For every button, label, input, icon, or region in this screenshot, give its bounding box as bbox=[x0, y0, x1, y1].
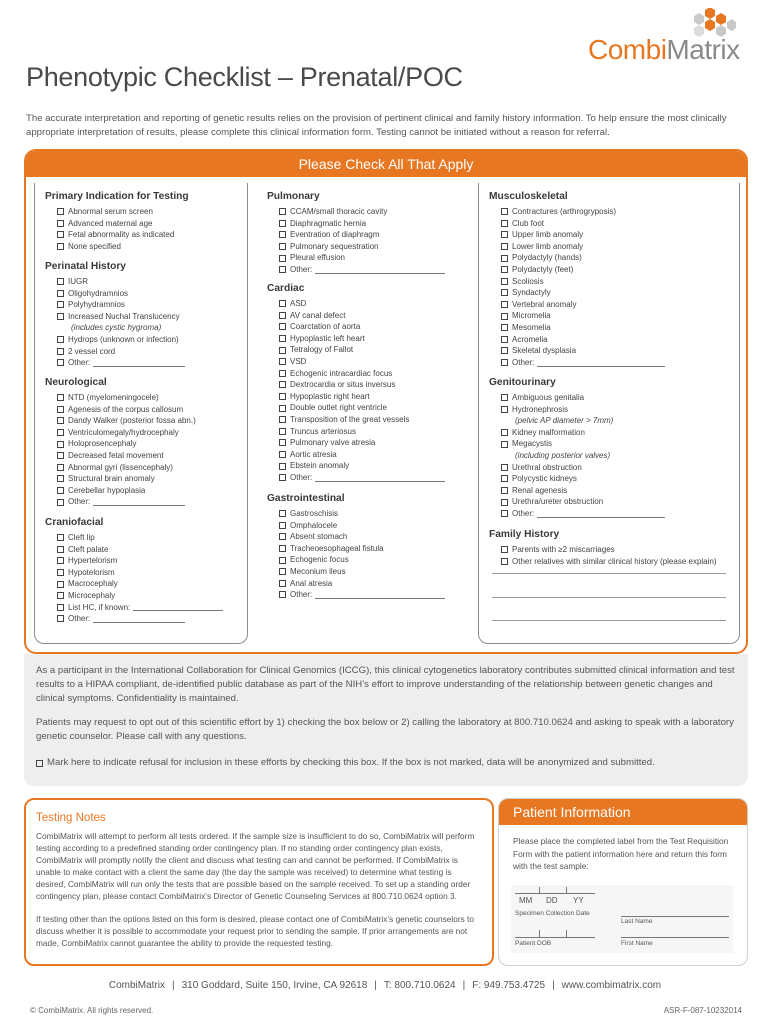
mm-label: MM bbox=[519, 896, 533, 905]
checkbox[interactable] bbox=[279, 220, 286, 227]
checkbox[interactable] bbox=[501, 255, 508, 262]
checkbox[interactable] bbox=[279, 335, 286, 342]
checkbox[interactable] bbox=[501, 301, 508, 308]
checkbox[interactable] bbox=[57, 592, 64, 599]
last-name-label: Last Name bbox=[621, 918, 653, 925]
checkbox-item[interactable]: Oligohydramnios bbox=[45, 288, 243, 300]
footer-fax: F: 949.753.4725 bbox=[472, 980, 546, 991]
checkbox-item[interactable]: CCAM/small thoracic cavity bbox=[267, 206, 467, 218]
checkbox-item[interactable]: Transposition of the great vessels bbox=[267, 414, 467, 426]
checkbox[interactable] bbox=[501, 324, 508, 331]
checkbox-item[interactable]: Syndactyly bbox=[489, 287, 735, 299]
checkbox-item[interactable]: Holoprosencephaly bbox=[45, 438, 243, 450]
section-title: Craniofacial bbox=[45, 517, 104, 528]
checkbox-item[interactable]: List HC, if known: bbox=[45, 602, 243, 614]
checkbox-item[interactable]: Hypertelorism bbox=[45, 555, 243, 567]
checkbox[interactable] bbox=[57, 394, 64, 401]
checkbox-item[interactable]: Hydronephrosis bbox=[489, 404, 735, 416]
checkbox[interactable] bbox=[57, 359, 64, 366]
checkbox[interactable] bbox=[279, 231, 286, 238]
intro-text: The accurate interpretation and reporting of genetic results relies on the provision of pertinent clinical and family history information. To help ensure the most clinically appropriate interpretation of results, please complete this clinical information form. Testing cannot be initiated without a reason for referral. bbox=[26, 113, 727, 138]
checkbox-item[interactable]: Hypoplastic right heart bbox=[267, 391, 467, 403]
checkbox-item[interactable]: Ambiguous genitalia bbox=[489, 392, 735, 404]
hc-input-line[interactable] bbox=[133, 603, 223, 611]
checkbox-item[interactable]: Urethra/ureter obstruction bbox=[489, 496, 735, 508]
family-history-line[interactable] bbox=[492, 573, 726, 574]
checklist-panel bbox=[24, 149, 748, 654]
copyright: © CombiMatrix. All rights reserved. bbox=[30, 1006, 154, 1015]
checkbox[interactable] bbox=[279, 358, 286, 365]
other-input-line[interactable] bbox=[537, 359, 665, 367]
checkbox-item[interactable]: Decreased fetal movement bbox=[45, 450, 243, 462]
checkbox-item[interactable]: Kidney malformation bbox=[489, 427, 735, 439]
checkbox[interactable] bbox=[57, 581, 64, 588]
checkbox-item[interactable]: Renal agenesis bbox=[489, 485, 735, 497]
checkbox[interactable] bbox=[279, 510, 286, 517]
checkbox-item[interactable]: Double outlet right ventricle bbox=[267, 402, 467, 414]
combimatrix-logo bbox=[588, 8, 748, 64]
checkbox[interactable] bbox=[501, 499, 508, 506]
section-title: Gastrointestinal bbox=[267, 493, 345, 504]
checkbox[interactable] bbox=[57, 208, 64, 215]
section-title: Genitourinary bbox=[489, 377, 556, 388]
column-middle bbox=[257, 183, 471, 644]
other-input-line[interactable] bbox=[315, 591, 445, 599]
first-name-label: First Name bbox=[621, 940, 653, 947]
footer-contact: CombiMatrix | 310 Goddard, Suite 150, Irvine, CA 92618 | T: 800.710.0624 | F: 949.753.4725 | www.combimatrix.com bbox=[108, 980, 662, 991]
checkbox-item[interactable]: Truncus arteriosus bbox=[267, 426, 467, 438]
checkbox[interactable] bbox=[279, 545, 286, 552]
checkbox[interactable] bbox=[501, 266, 508, 273]
checkbox[interactable] bbox=[501, 487, 508, 494]
checkbox-item[interactable]: Parents with ≥2 miscarriages bbox=[489, 544, 735, 556]
checkbox[interactable] bbox=[501, 394, 508, 401]
checkbox-item[interactable]: Contractures (arthrogryposis) bbox=[489, 206, 735, 218]
logo-text-combi: Combi bbox=[588, 34, 667, 65]
checkbox[interactable] bbox=[279, 312, 286, 319]
refusal-checkbox[interactable] bbox=[36, 760, 43, 767]
checkbox[interactable] bbox=[279, 255, 286, 262]
item-note: (includes cystic hygroma) bbox=[71, 323, 162, 333]
section-title: Musculoskeletal bbox=[489, 191, 568, 202]
form-id: ASR-F-087-10232014 bbox=[663, 1006, 742, 1015]
checkbox-item[interactable]: Scoliosis bbox=[489, 276, 735, 288]
checkbox-item[interactable]: Other: bbox=[267, 589, 467, 601]
checkbox-item[interactable]: Absent stomach bbox=[267, 531, 467, 543]
checkbox-item[interactable]: Aortic atresia bbox=[267, 449, 467, 461]
checkbox-item[interactable]: Pulmonary sequestration bbox=[267, 241, 467, 253]
checkbox-item[interactable]: Cleft palate bbox=[45, 544, 243, 556]
other-input-line[interactable] bbox=[93, 359, 185, 367]
checkbox[interactable] bbox=[57, 615, 64, 622]
footer-website[interactable]: www.combimatrix.com bbox=[561, 980, 662, 991]
checkbox[interactable] bbox=[501, 243, 508, 250]
checkbox[interactable] bbox=[57, 231, 64, 238]
refusal-row[interactable] bbox=[36, 756, 736, 770]
checkbox-item[interactable]: Advanced maternal age bbox=[45, 218, 243, 230]
checkbox-item[interactable]: None specified bbox=[45, 241, 243, 253]
checkbox-item[interactable]: Abnormal gyri (lissencephaly) bbox=[45, 462, 243, 474]
checkbox-item[interactable]: Echogenic intracardiac focus bbox=[267, 368, 467, 380]
neurological-section bbox=[45, 377, 243, 508]
testing-notes-text: If testing other than the options listed on this form is desired, please contact one of CombiMatrix’s genetic counselors to discuss whether it is possible to accommodate your request prior to sending the sample. If prior arrangements are not made, CombiMatrix cannot guarantee the ability to provide the requested testing. bbox=[36, 914, 474, 948]
checkbox-item[interactable]: Abnormal serum screen bbox=[45, 206, 243, 218]
gastrointestinal-section bbox=[267, 493, 467, 601]
checkbox-item[interactable]: Eventration of diaphragm bbox=[267, 229, 467, 241]
date-divider bbox=[566, 930, 567, 937]
section-title: Family History bbox=[489, 529, 560, 540]
checkbox-item[interactable]: Polyhydramnios bbox=[45, 299, 243, 311]
dob-line bbox=[515, 937, 595, 938]
checkbox[interactable] bbox=[501, 475, 508, 482]
checkbox-item[interactable]: Tracheoesophageal fistula bbox=[267, 543, 467, 555]
iccg-notice bbox=[24, 654, 748, 786]
checkbox[interactable] bbox=[279, 474, 286, 481]
checkbox[interactable] bbox=[501, 558, 508, 565]
checkbox-item[interactable]: Cleft lip bbox=[45, 532, 243, 544]
checkbox-item[interactable]: 2 vessel cord bbox=[45, 346, 243, 358]
other-input-line[interactable] bbox=[93, 615, 185, 623]
checkbox-item[interactable]: Omphalocele bbox=[267, 520, 467, 532]
checkbox-item[interactable]: Echogenic focus bbox=[267, 554, 467, 566]
date-divider bbox=[539, 930, 540, 937]
checkbox-item[interactable]: Other: bbox=[267, 472, 467, 484]
checkbox-item[interactable]: Other: bbox=[267, 264, 467, 276]
checkbox-item[interactable]: Structural brain anomaly bbox=[45, 473, 243, 485]
checkbox[interactable] bbox=[279, 243, 286, 250]
checkbox[interactable] bbox=[279, 266, 286, 273]
checkbox[interactable] bbox=[57, 406, 64, 413]
checkbox[interactable] bbox=[57, 452, 64, 459]
checkbox-item[interactable]: VSD bbox=[267, 356, 467, 368]
checkbox[interactable] bbox=[57, 441, 64, 448]
checkbox[interactable] bbox=[57, 348, 64, 355]
other-input-line[interactable] bbox=[315, 474, 445, 482]
other-input-line[interactable] bbox=[93, 498, 185, 506]
checkbox-item[interactable]: Meconium ileus bbox=[267, 566, 467, 578]
pulmonary-section bbox=[267, 191, 467, 276]
checkbox[interactable] bbox=[501, 336, 508, 343]
checkbox-item[interactable]: Diaphragmatic hernia bbox=[267, 218, 467, 230]
checkbox[interactable] bbox=[501, 546, 508, 553]
checkbox[interactable] bbox=[501, 429, 508, 436]
footer-phone: T: 800.710.0624 bbox=[383, 980, 456, 991]
checkbox-item[interactable]: Gastroschisis bbox=[267, 508, 467, 520]
yy-label: YY bbox=[573, 896, 584, 905]
musculoskeletal-section bbox=[489, 191, 735, 368]
patient-label-area[interactable] bbox=[511, 885, 733, 953]
perinatal-history-section bbox=[45, 261, 243, 369]
checkbox[interactable] bbox=[57, 417, 64, 424]
checkbox[interactable] bbox=[501, 313, 508, 320]
checkbox[interactable] bbox=[279, 568, 286, 575]
checkbox-item[interactable]: Skeletal dysplasia bbox=[489, 345, 735, 357]
checkbox-item[interactable]: NTD (myelomeningocele) bbox=[45, 392, 243, 404]
checkbox-item[interactable]: Pleural effusion bbox=[267, 252, 467, 264]
checkbox-item[interactable]: Hypotelorism bbox=[45, 567, 243, 579]
checkbox[interactable] bbox=[279, 557, 286, 564]
section-title: Pulmonary bbox=[267, 191, 320, 202]
checkbox-item[interactable]: Fetal abnormality as indicated bbox=[45, 229, 243, 241]
checkbox[interactable] bbox=[57, 499, 64, 506]
checkbox[interactable] bbox=[501, 441, 508, 448]
checkbox[interactable] bbox=[279, 428, 286, 435]
date-divider bbox=[539, 887, 540, 894]
section-title: Primary Indication for Testing bbox=[45, 191, 189, 202]
checkbox[interactable] bbox=[57, 336, 64, 343]
checkbox-item[interactable]: ASD bbox=[267, 298, 467, 310]
section-title: Neurological bbox=[45, 377, 107, 388]
other-input-line[interactable] bbox=[537, 510, 665, 518]
item-note: (pelvic AP diameter > 7mm) bbox=[515, 416, 614, 426]
testing-notes-title: Testing Notes bbox=[36, 812, 106, 824]
checkbox[interactable] bbox=[279, 208, 286, 215]
page-title: Phenotypic Checklist – Prenatal/POC bbox=[26, 62, 463, 92]
checkbox[interactable] bbox=[279, 405, 286, 412]
patient-information-instructions: Please place the completed label from the Test Requisition Form with the patient information here and return this form with the test sample: bbox=[513, 836, 729, 871]
checkbox-item[interactable]: Hydrops (unknown or infection) bbox=[45, 334, 243, 346]
genitourinary-section bbox=[489, 377, 735, 520]
dob-label: Patient DOB bbox=[515, 940, 552, 947]
collection-date-line bbox=[515, 893, 595, 894]
checkbox-item[interactable]: Hypoplastic left heart bbox=[267, 333, 467, 345]
checkbox[interactable] bbox=[57, 604, 64, 611]
checkbox[interactable] bbox=[57, 429, 64, 436]
column-right bbox=[478, 183, 740, 644]
checkbox-item[interactable]: Megacystis bbox=[489, 438, 735, 450]
opt-out-paragraph: Patients may request to opt out of this scientific effort by 1) checking the box below or 2) calling the laboratory at 800.710.0624 and asking to speak with a laboratory genetic counselor. Please call with any questions. bbox=[36, 717, 734, 742]
iccg-paragraph: As a participant in the International Collaboration for Clinical Genomics (ICCG), this clinical cytogenetics laboratory contributes submitted clinical information and test results to a HIPAA compliant, de-identified public database as part of the NIH’s effort to improve understanding of the relationship between genetic changes and clinical symptoms. Confidentiality is maintained. bbox=[36, 665, 735, 704]
checkbox[interactable] bbox=[57, 569, 64, 576]
item-note: (including posterior valves) bbox=[515, 450, 611, 460]
column-left bbox=[34, 183, 248, 644]
family-history-section bbox=[489, 529, 735, 567]
checkbox[interactable] bbox=[501, 359, 508, 366]
checkbox[interactable] bbox=[57, 475, 64, 482]
checkbox[interactable] bbox=[279, 463, 286, 470]
checklist-header: Please Check All That Apply bbox=[26, 151, 746, 177]
checkbox[interactable] bbox=[279, 451, 286, 458]
checkbox[interactable] bbox=[279, 522, 286, 529]
checkbox-item[interactable]: Other: bbox=[489, 357, 735, 369]
dd-label: DD bbox=[546, 896, 558, 905]
checkbox[interactable] bbox=[279, 439, 286, 446]
testing-notes-box bbox=[24, 798, 494, 966]
patient-information-box bbox=[498, 798, 748, 966]
checkbox[interactable] bbox=[57, 534, 64, 541]
checkbox[interactable] bbox=[501, 406, 508, 413]
checkbox[interactable] bbox=[279, 347, 286, 354]
checkbox-item[interactable]: Mesomelia bbox=[489, 322, 735, 334]
checkbox[interactable] bbox=[279, 381, 286, 388]
checkbox-item[interactable]: Other: bbox=[45, 357, 243, 369]
checkbox[interactable] bbox=[501, 464, 508, 471]
checkbox-item[interactable]: Agenesis of the corpus callosum bbox=[45, 404, 243, 416]
checkbox[interactable] bbox=[501, 208, 508, 215]
checkbox-item[interactable]: Club foot bbox=[489, 218, 735, 230]
checkbox[interactable] bbox=[57, 243, 64, 250]
checkbox-item[interactable]: Coarctation of aorta bbox=[267, 321, 467, 333]
checkbox-item[interactable]: Vertebral anomaly bbox=[489, 299, 735, 311]
checkbox-item[interactable]: Dandy Walker (posterior fossa abn.) bbox=[45, 415, 243, 427]
checkbox-item[interactable]: Polycystic kidneys bbox=[489, 473, 735, 485]
checkbox-item[interactable]: Upper limb anomaly bbox=[489, 229, 735, 241]
checkbox-item[interactable]: Acromelia bbox=[489, 334, 735, 346]
checkbox[interactable] bbox=[279, 580, 286, 587]
checkbox-item[interactable]: Micromelia bbox=[489, 310, 735, 322]
checkbox[interactable] bbox=[57, 487, 64, 494]
first-name-line bbox=[621, 937, 729, 938]
checkbox-item[interactable]: Ventriculomegaly/hydrocephaly bbox=[45, 427, 243, 439]
checkbox-item[interactable]: Other relatives with similar clinical history (please explain) bbox=[489, 556, 735, 568]
craniofacial-section bbox=[45, 517, 243, 625]
checkbox-item[interactable]: Other: bbox=[45, 613, 243, 625]
other-input-line[interactable] bbox=[315, 266, 445, 274]
checkbox[interactable] bbox=[57, 278, 64, 285]
checkbox[interactable] bbox=[57, 301, 64, 308]
checkbox-item[interactable]: AV canal defect bbox=[267, 310, 467, 322]
patient-information-title: Patient Information bbox=[499, 799, 747, 825]
checkbox-item[interactable]: Macrocephaly bbox=[45, 578, 243, 590]
checkbox-item[interactable]: Microcephaly bbox=[45, 590, 243, 602]
checkbox-item[interactable]: Ebstein anomaly bbox=[267, 460, 467, 472]
checkbox-item[interactable]: Lower limb anomaly bbox=[489, 241, 735, 253]
checkbox[interactable] bbox=[501, 289, 508, 296]
section-title: Cardiac bbox=[267, 283, 305, 294]
checkbox[interactable] bbox=[501, 278, 508, 285]
checkbox-item[interactable]: Anal atresia bbox=[267, 578, 467, 590]
checkbox[interactable] bbox=[501, 347, 508, 354]
checkbox-item[interactable]: Urethral obstruction bbox=[489, 462, 735, 474]
cardiac-section bbox=[267, 283, 467, 484]
logo-text-matrix: Matrix bbox=[666, 34, 740, 65]
checkbox-item[interactable]: IUGR bbox=[45, 276, 243, 288]
checkbox[interactable] bbox=[279, 323, 286, 330]
checkbox-item[interactable]: Polydactyly (hands) bbox=[489, 252, 735, 264]
checkbox[interactable] bbox=[279, 533, 286, 540]
checkbox-item[interactable]: Increased Nuchal Translucency bbox=[45, 311, 243, 323]
checkbox[interactable] bbox=[57, 557, 64, 564]
footer-company: CombiMatrix bbox=[108, 980, 165, 991]
checkbox[interactable] bbox=[57, 220, 64, 227]
checkbox[interactable] bbox=[279, 393, 286, 400]
checkbox[interactable] bbox=[57, 464, 64, 471]
family-history-line[interactable] bbox=[492, 620, 726, 621]
family-history-line[interactable] bbox=[492, 597, 726, 598]
checkbox[interactable] bbox=[501, 510, 508, 517]
collection-date-label: Specimen Collection Date bbox=[515, 910, 590, 917]
checkbox[interactable] bbox=[57, 546, 64, 553]
checkbox[interactable] bbox=[57, 313, 64, 320]
section-title: Perinatal History bbox=[45, 261, 126, 272]
checkbox[interactable] bbox=[279, 416, 286, 423]
checkbox-item[interactable]: Dextrocardia or situs inversus bbox=[267, 379, 467, 391]
checkbox-item[interactable]: Other: bbox=[45, 496, 243, 508]
date-divider bbox=[566, 887, 567, 894]
checkbox-item[interactable]: Other: bbox=[489, 508, 735, 520]
primary-indication-section bbox=[45, 191, 243, 252]
checkbox[interactable] bbox=[279, 591, 286, 598]
checkbox[interactable] bbox=[279, 370, 286, 377]
checkbox-item[interactable]: Pulmonary valve atresia bbox=[267, 437, 467, 449]
checkbox-item[interactable]: Polydactyly (feet) bbox=[489, 264, 735, 276]
last-name-line bbox=[621, 916, 729, 917]
checkbox[interactable] bbox=[501, 220, 508, 227]
checkbox-item[interactable]: Cerebellar hypoplasia bbox=[45, 485, 243, 497]
checkbox[interactable] bbox=[57, 290, 64, 297]
testing-notes-text: CombiMatrix will attempt to perform all tests ordered. If the sample size is insufficient to do so, CombiMatrix will perform testing according to a predefined standing order contingency plan. If no standing order contingency plan exists, CombiMatrix will promptly notify the client and discuss what testing can and cannot be performed. If CombiMatrix is unable to make contact with a client the same day (the day the sample was received) to determine what testing is desired, CombiMatrix will run only the tests that are possible based on the sample received. To set up a standing order contingency plan, please contact CombiMatrix’s Director of Genetic Counseling Services at 800.710.0624 option 3. bbox=[36, 831, 475, 901]
checkbox-item[interactable]: Tetralogy of Fallot bbox=[267, 344, 467, 356]
checkbox[interactable] bbox=[279, 300, 286, 307]
refusal-text: Mark here to indicate refusal for inclusion in these efforts by checking this box. If the box is not marked, data will be anonymized and submitted. bbox=[47, 757, 655, 768]
checkbox[interactable] bbox=[501, 231, 508, 238]
footer-address: 310 Goddard, Suite 150, Irvine, CA 92618 bbox=[181, 980, 368, 991]
